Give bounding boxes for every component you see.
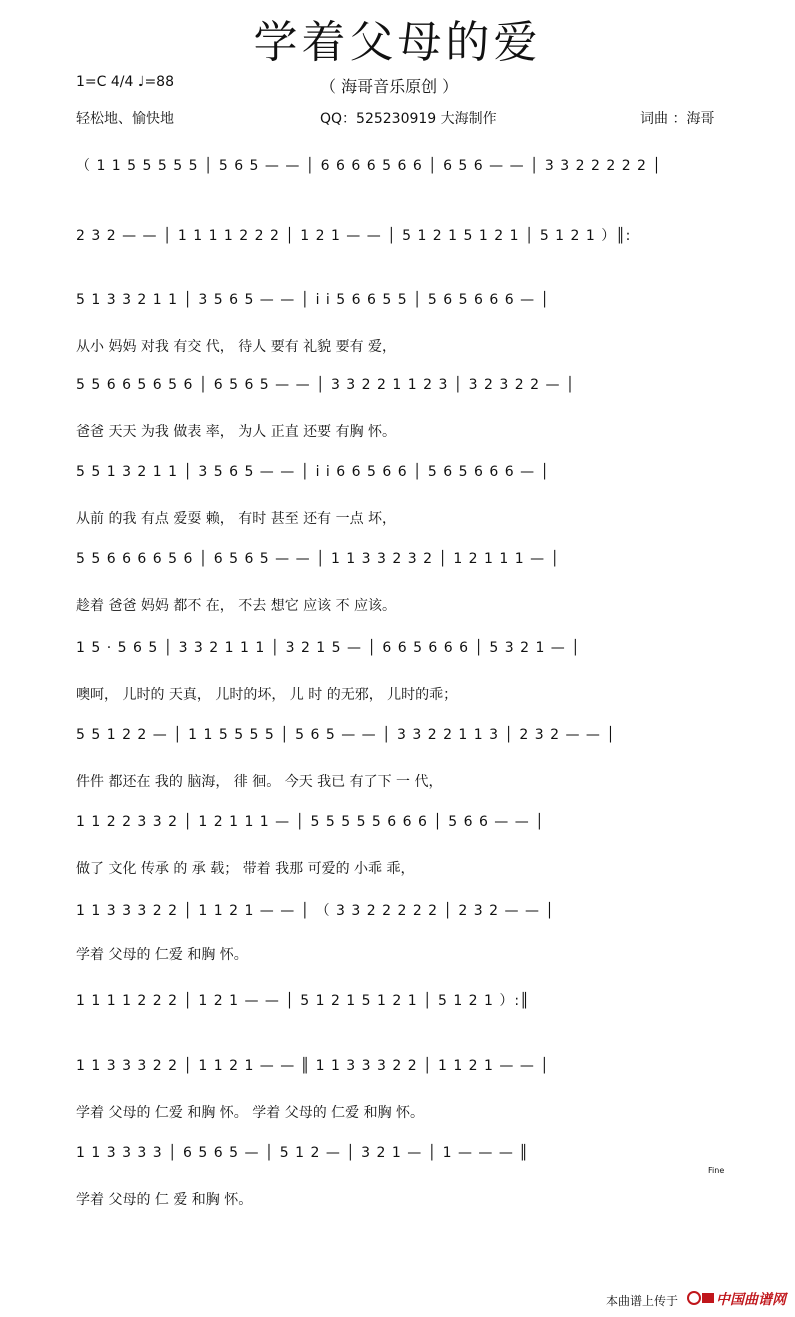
key-signature: 1=C 4/4 ♩=88 xyxy=(76,74,174,90)
lyrics-row: 学着 父母的 仁爱 和胸 怀。 学着 父母的 仁爱 和胸 怀。 xyxy=(76,1105,425,1121)
music-row: 1 1 1 1 2 2 2 │ 1 2 1 — — │ 5 1 2 1 5 1 2 1 │ 5 1 2 1 ）:║ xyxy=(76,993,530,1009)
music-row: 5 5 6 6 6 6 5 6 │ 6 5 6 5 — — │ 1 1 3 3 2 3 2 │ 1 2 1 1 1 — │ xyxy=(76,551,560,567)
music-row: （ 1 1 5 5 5 5 5 │ 5 6 5 — — │ 6 6 6 6 5 6 6 │ 6 5 6 — — │ 3 3 2 2 2 2 2 │ xyxy=(76,158,662,174)
music-row: 5 5 6 6 5 6 5 6 │ 6 5 6 5 — — │ 3 3 2 2 1 1 2 3 │ 3 2 3 2 2 — │ xyxy=(76,377,576,393)
page-title: 学着父母的爱 xyxy=(253,17,542,68)
music-row: 1 1 3 3 3 2 2 │ 1 1 2 1 — — ║ 1 1 3 3 3 2 2 │ 1 1 2 1 — — │ xyxy=(76,1058,550,1074)
lyrics-row: 从前 的我 有点 爱耍 赖， 有时 甚至 还有 一点 坏， xyxy=(76,511,397,527)
music-row: 5 5 1 3 2 1 1 │ 3 5 6 5 — — │ i i 6 6 5 6 6 │ 5 6 5 6 6 6 — │ xyxy=(76,464,550,480)
site-logo-icon xyxy=(686,1290,716,1306)
lyrics-row: 学着 父母的 仁爱 和胸 怀。 xyxy=(76,947,248,963)
lyrics-row: 学着 父母的 仁 爱 和胸 怀。 xyxy=(76,1192,253,1208)
fine-mark: Fine xyxy=(708,1166,725,1175)
music-row: 1 1 3 3 3 3 │ 6 5 6 5 — │ 5 1 2 — │ 3 2 1 — │ 1 — — — ║ xyxy=(76,1145,529,1161)
qq-info: QQ：525230919 大海制作 xyxy=(320,111,497,127)
music-row: 5 5 1 2 2 — │ 1 1 5 5 5 5 │ 5 6 5 — — │ 3 3 2 2 1 1 3 │ 2 3 2 — — │ xyxy=(76,727,616,743)
subtitle: （ 海哥音乐原创 ） xyxy=(320,77,459,96)
footer-upload-text: 本曲谱上传于 xyxy=(606,1294,679,1308)
music-row: 5 1 3 3 2 1 1 │ 3 5 6 5 — — │ i i 5 6 6 5 5 │ 5 6 5 6 6 6 — │ xyxy=(76,292,550,308)
lyrics-row: 件件 都还在 我的 脑海， 徘 徊。 今天 我已 有了下 一 代， xyxy=(76,774,443,790)
music-row: 1 1 3 3 3 2 2 │ 1 1 2 1 — — │ （ 3 3 2 2 2 2 2 │ 2 3 2 — — │ xyxy=(76,903,555,919)
music-row: 1 1 2 2 3 3 2 │ 1 2 1 1 1 — │ 5 5 5 5 5 6 6 6 │ 5 6 6 — — │ xyxy=(76,814,545,830)
lyrics-row: 爸爸 天天 为我 做表 率， 为人 正直 还要 有胸 怀。 xyxy=(76,424,397,440)
music-row: 1 5 · 5 6 5 │ 3 3 2 1 1 1 │ 3 2 1 5 — │ 6 6 5 6 6 6 │ 5 3 2 1 — │ xyxy=(76,640,581,656)
lyrics-row: 从小 妈妈 对我 有交 代， 待人 要有 礼貌 要有 爱， xyxy=(76,339,397,355)
footer-site-name: 中国曲谱网 xyxy=(716,1292,786,1308)
music-row: 2 3 2 — — │ 1 1 1 1 2 2 2 │ 1 2 1 — — │ 5 1 2 1 5 1 2 1 │ 5 1 2 1 ）║: xyxy=(76,228,632,244)
lyrics-row: 噢呵， 儿时的 天真， 儿时的坏， 儿 时 的无邪， 儿时的乖； xyxy=(76,687,458,703)
credit: 词曲 ：海哥 xyxy=(640,111,715,127)
lyrics-row: 趁着 爸爸 妈妈 都不 在， 不去 想它 应该 不 应该。 xyxy=(76,598,397,614)
lyrics-row: 做了 文化 传承 的 承 载； 带着 我那 可爱的 小乖 乖， xyxy=(76,861,415,877)
tempo-description: 轻松地、愉快地 xyxy=(76,111,174,127)
